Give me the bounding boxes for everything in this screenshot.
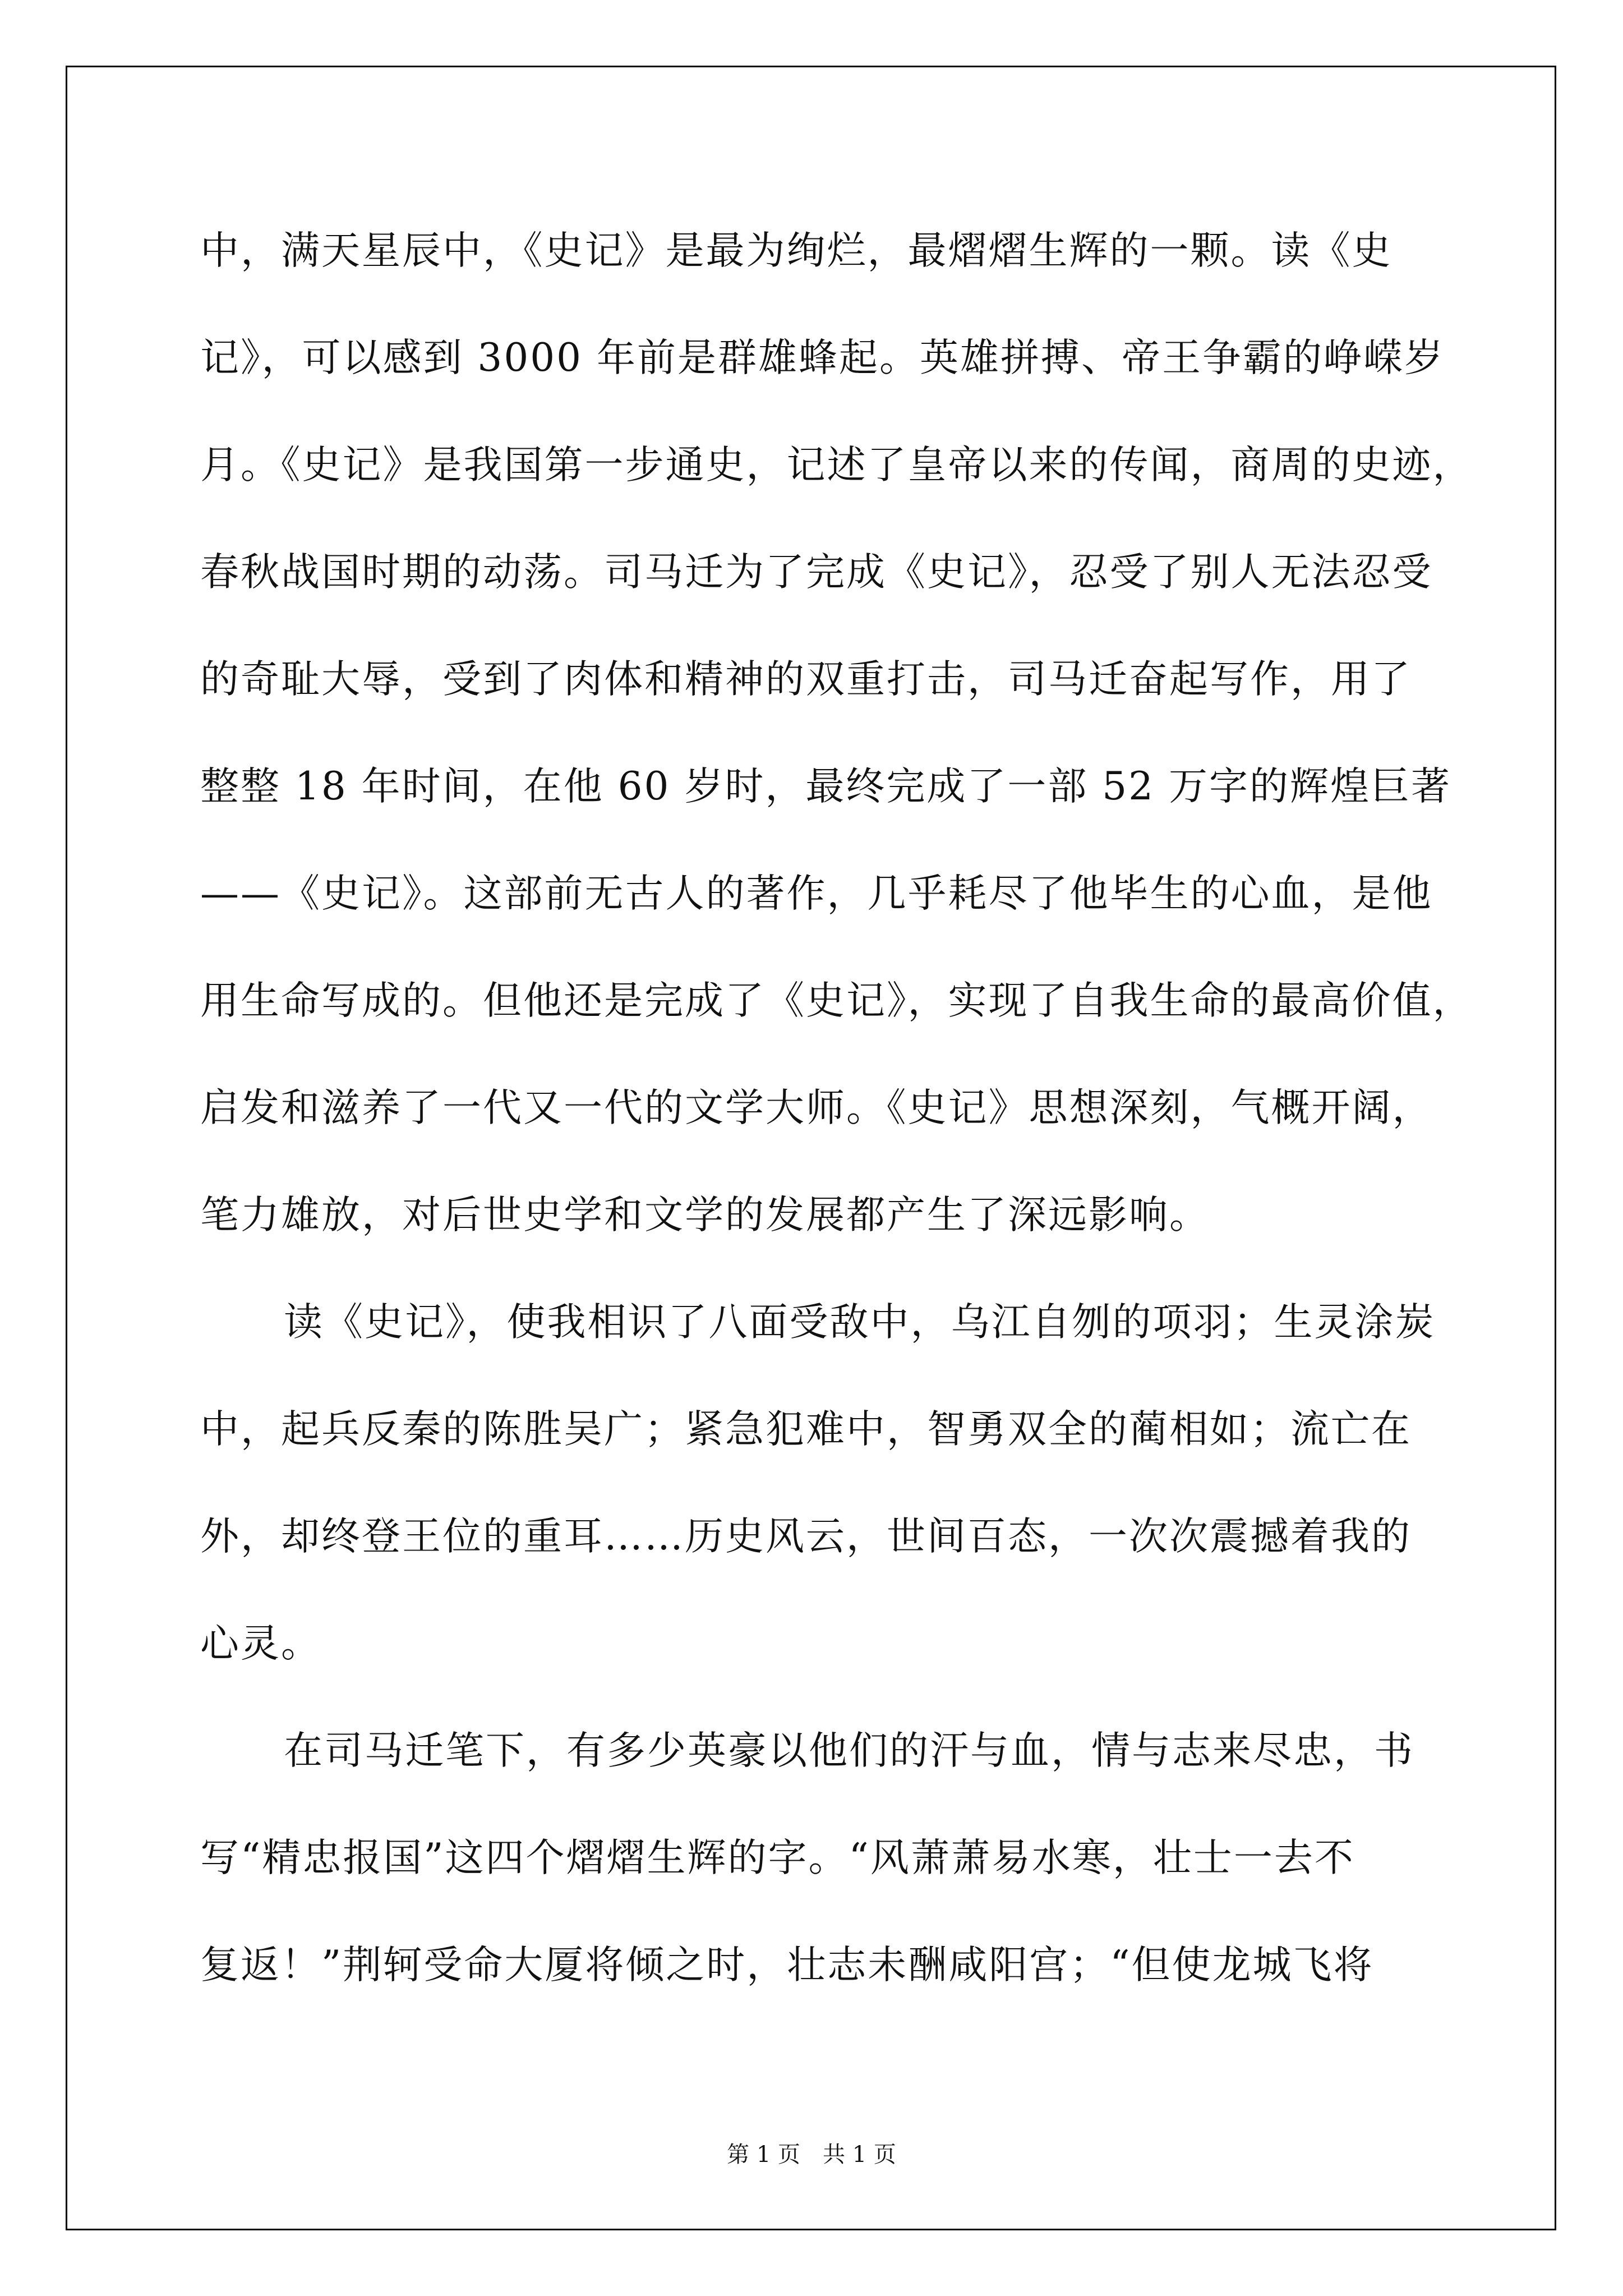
page-number: 第 1 页 共 1 页 [727, 2142, 896, 2168]
text-line: 笔力雄放，对后世史学和文学的发展都产生了深远影响。 [200, 1193, 1210, 1237]
page-border [66, 66, 1556, 2230]
text-line: 读《史记》，使我相识了八面受敌中，乌江自刎的项羽；生灵涂炭 [284, 1300, 1436, 1345]
text-line: 中，起兵反秦的陈胜吴广；紧急犯难中，智勇双全的蔺相如；流亡在 [200, 1407, 1412, 1452]
text-line: 记》，可以感到 3000 年前是群雄蜂起。英雄拼搏、帝王争霸的峥嵘岁 [200, 335, 1445, 380]
text-line: 月。《史记》是我国第一步通史，记述了皇帝以来的传闻，商周的史迹， [200, 443, 1473, 487]
text-line: 写“精忠报国”这四个熠熠生辉的字。“风萧萧易水寒，壮士一去不 [200, 1835, 1355, 1880]
text-line: 复返！”荆轲受命大厦将倾之时，壮志未酬咸阳宫；“但使龙城飞将 [200, 1943, 1374, 1987]
text-line: 外，却终登王位的重耳……历史风云，世间百态，一次次震撼着我的 [200, 1514, 1412, 1559]
text-line: 中，满天星辰中，《史记》是最为绚烂，最熠熠生辉的一颗。读《史 [200, 228, 1393, 273]
text-line: ——《史记》。这部前无古人的著作，几乎耗尽了他毕生的心血，是他 [200, 871, 1433, 916]
text-line: 用生命写成的。但他还是完成了《史记》，实现了自我生命的最高价值， [200, 978, 1473, 1023]
text-line: 启发和滋养了一代又一代的文学大师。《史记》思想深刻，气概开阔， [200, 1085, 1433, 1130]
text-line: 整整 18 年时间，在他 60 岁时，最终完成了一部 52 万字的辉煌巨著 [200, 764, 1451, 809]
text-line: 在司马迁笔下，有多少英豪以他们的汗与血，情与志来尽忠，书 [284, 1728, 1414, 1773]
text-line: 春秋战国时期的动荡。司马迁为了完成《史记》，忍受了别人无法忍受 [200, 550, 1433, 595]
text-line: 心灵。 [200, 1621, 321, 1666]
text-line: 的奇耻大辱，受到了肉体和精神的双重打击，司马迁奋起写作，用了 [200, 657, 1412, 702]
